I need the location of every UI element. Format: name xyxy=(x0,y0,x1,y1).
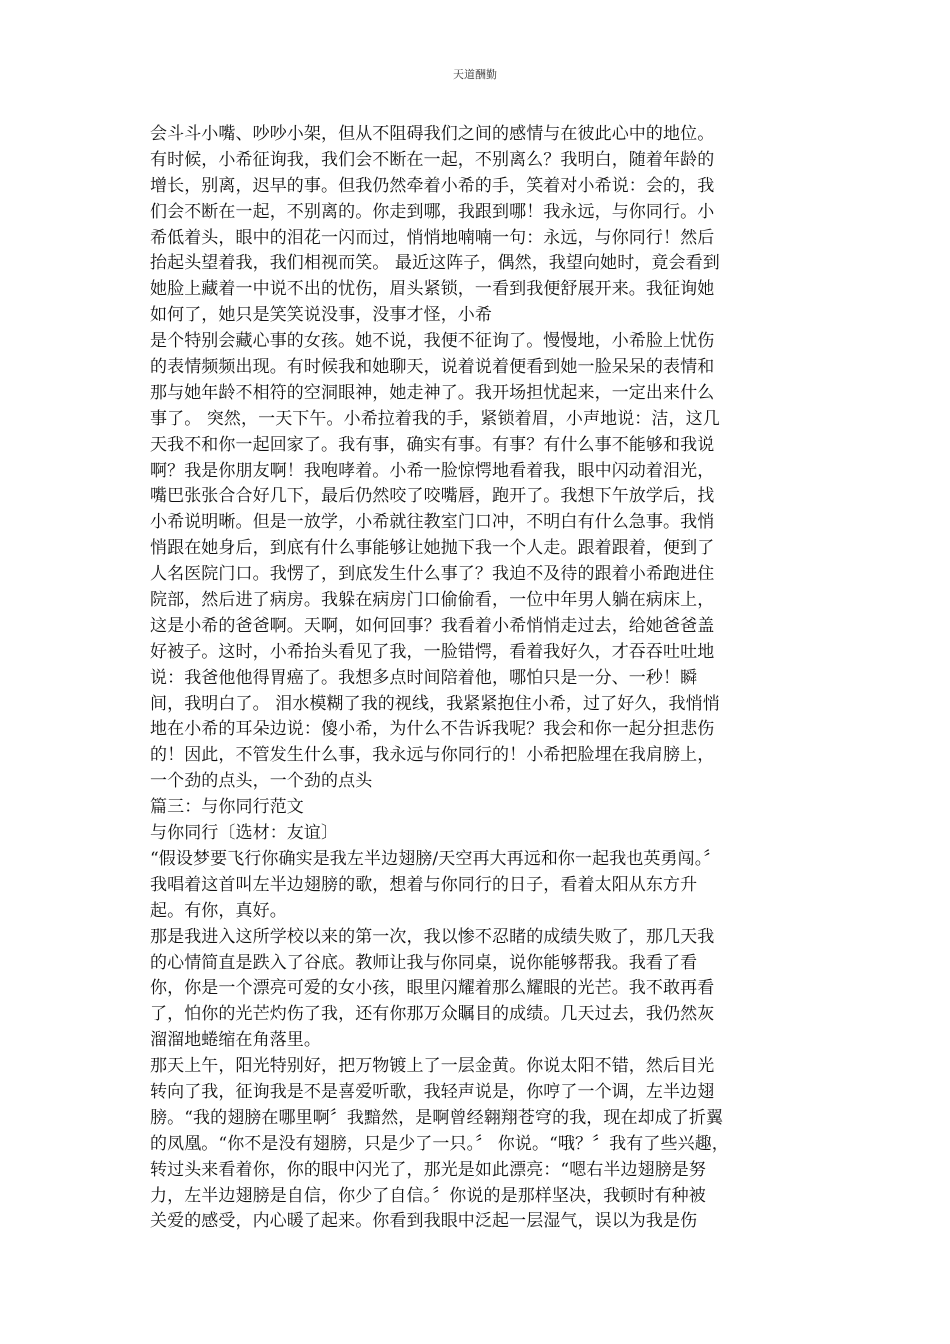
text-line: 力，左半边翅膀是自信，你少了自信。〞你说的是那样坚决，我顿时有种被 xyxy=(150,1185,706,1206)
document-body xyxy=(150,122,800,1235)
text-line: 这是小希的爸爸啊。天啊，如何回事？我看着小希悄悄走过去，给她爸爸盖 xyxy=(150,615,715,636)
text-line: 事了。 突然，一天下午。小希拉着我的手，紧锁着眉，小声地说：洁，这几 xyxy=(150,408,720,429)
text-line: 关爱的感受，内心暖了起来。你看到我眼中泛起一层湿气，误以为我是伤 xyxy=(150,1211,698,1232)
text-line: 她脸上藏着一中说不出的忧伤，眉头紧锁，一看到我便舒展开来。我征询她 xyxy=(150,279,715,300)
text-line: 是个特别会藏心事的女孩。她不说，我便不征询了。慢慢地，小希脸上忧伤 xyxy=(150,331,715,352)
text-line: 了，怕你的光芒灼伤了我，还有你那万众瞩目的成绩。几天过去，我仍然灰 xyxy=(150,1004,715,1025)
text-line: 地在小希的耳朵边说：傻小希，为什么不告诉我呢？我会和你一起分担悲伤 xyxy=(150,719,715,740)
text-line: 的凤凰。“你不是没有翅膀，只是少了一只。〞 你说。“哦？〞我有了些兴趣， xyxy=(150,1133,729,1154)
text-line: 希低着头，眼中的泪花一闪而过，悄悄地喃喃一句：永远，与你同行！然后 xyxy=(150,227,715,248)
text-line: 有时候，小希征询我，我们会不断在一起，不别离么？我明白，随着年龄的 xyxy=(150,149,715,170)
text-line: 转过头来看着你，你的眼中闪光了，那光是如此漂亮：“嗯右半边翅膀是努 xyxy=(150,1159,706,1180)
text-line: 的表情频频出现。有时候我和她聊天，说着说着便看到她一脸呆呆的表情和 xyxy=(150,357,715,378)
text-line: 好被子。这时，小希抬头看见了我，一脸错愕，看着我好久，才吞吞吐吐地 xyxy=(150,641,715,662)
text-line: 膀。“我的翅膀在哪里啊〞我黯然，是啊曾经翱翔苍穹的我，现在却成了折翼 xyxy=(150,1107,724,1128)
text-line: 如何了，她只是笑笑说没事，没事才怪，小希 xyxy=(150,305,492,326)
text-line: “假设梦要飞行你确实是我左半边翅膀/天空再大再远和你一起我也英勇闯。〞 xyxy=(150,848,721,869)
text-line: 抬起头望着我，我们相视而笑。 最近这阵子，偶然，我望向她时，竟会看到 xyxy=(150,253,720,274)
section-subheading: 与你同行〔选材：友谊〕 xyxy=(150,823,339,844)
text-line: 那天上午，阳光特别好，把万物镀上了一层金黄。你说太阳不错，然后目光 xyxy=(150,1056,715,1077)
text-line: 那与她年龄不相符的空洞眼神，她走神了。我开场担忧起来，一定出来什么 xyxy=(150,382,715,403)
text-line: 的！因此，不管发生什么事，我永远与你同行的！小希把脸埋在我肩膀上， xyxy=(150,745,715,766)
text-line: 会斗斗小嘴、吵吵小架，但从不阻碍我们之间的感情与在彼此心中的地位。 xyxy=(150,124,715,144)
text-line: 转向了我，征询我是不是喜爱听歌，我轻声说是，你哼了一个调，左半边翅 xyxy=(150,1081,715,1102)
text-line: 嘴巴张张合合好几下，最后仍然咬了咬嘴唇，跑开了。我想下午放学后，找 xyxy=(150,486,715,507)
section-heading: 篇三：与你同行范文 xyxy=(150,797,304,818)
text-line: 你，你是一个漂亮可爱的女小孩，眼里闪耀着那么耀眼的光芒。我不敢再看 xyxy=(150,978,715,999)
text-line: 溜溜地蜷缩在角落里。 xyxy=(150,1030,321,1051)
text-line: 增长，别离，迟早的事。但我仍然牵着小希的手，笑着对小希说：会的，我 xyxy=(150,175,715,196)
text-line: 说：我爸他他得胃癌了。我想多点时间陪着他，哪怕只是一分、一秒！瞬 xyxy=(150,667,698,688)
text-line: 天我不和你一起回家了。我有事，确实有事。有事？有什么事不能够和我说 xyxy=(150,434,715,455)
text-line: 我唱着这首叫左半边翅膀的歌，想着与你同行的日子，看着太阳从东方升 xyxy=(150,874,698,895)
text-line: 间，我明白了。 泪水模糊了我的视线，我紧紧抱住小希，过了好久，我悄悄 xyxy=(150,693,720,714)
text-line: 的心情简直是跌入了谷底。教师让我与你同桌，说你能够帮我。我看了看 xyxy=(150,952,698,973)
text-line: 那是我进入这所学校以来的第一次，我以惨不忍睹的成绩失败了，那几天我 xyxy=(150,926,715,947)
text-line: 起。有你，真好。 xyxy=(150,900,287,921)
text-line: 们会不断在一起，不别离的。你走到哪，我跟到哪！我永远，与你同行。小 xyxy=(150,201,715,222)
text-line: 啊？我是你朋友啊！我咆哮着。小希一脸惊愕地看着我，眼中闪动着泪光， xyxy=(150,460,715,481)
text-line: 小希说明晰。但是一放学，小希就往教室门口冲，不明白有什么急事。我悄 xyxy=(150,512,715,533)
page-header: 天道酬勤 xyxy=(453,68,497,81)
text-line: 院部，然后进了病房。我躲在病房门口偷偷看，一位中年男人躺在病床上， xyxy=(150,590,715,611)
text-line: 一个劲的点头，一个劲的点头 xyxy=(150,771,373,792)
text-line: 人名医院门口。我愣了，到底发生什么事了？我迫不及待的跟着小希跑进住 xyxy=(150,564,715,585)
text-line: 悄跟在她身后，到底有什么事能够让她抛下我一个人走。跟着跟着，便到了 xyxy=(150,538,715,559)
